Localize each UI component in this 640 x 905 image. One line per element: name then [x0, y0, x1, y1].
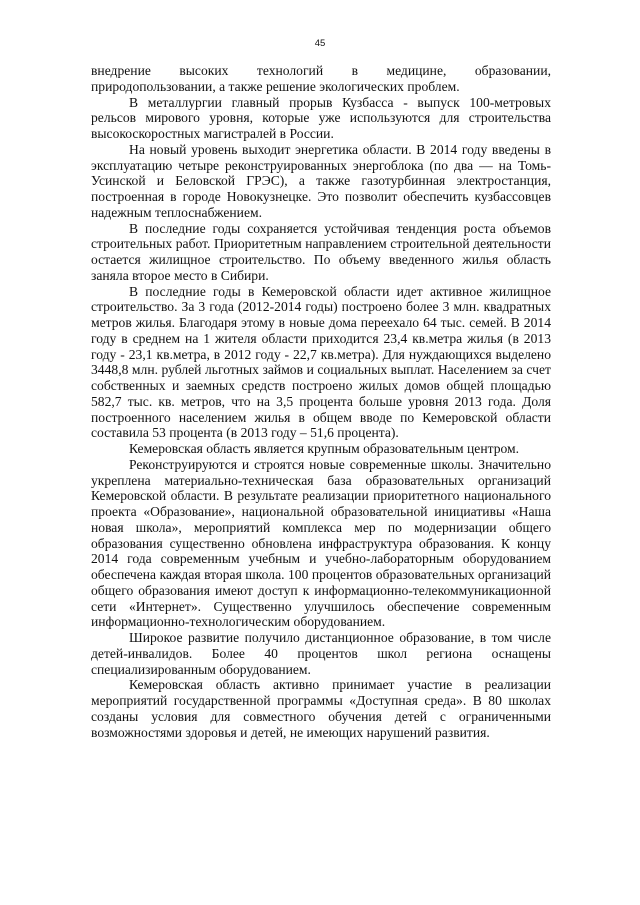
document-body — [91, 63, 551, 740]
page-number: 45 — [314, 38, 326, 49]
paragraph-accessible-environment: Кемеровская область активно принимает участие в реализации мероприятий государственной программы «Доступная среда». В 80 школах созданы условия для совместного обучения детей с ограниченными возможностями здоровья и детей, не имеющих нарушений развития. — [91, 677, 551, 740]
paragraph-energy: На новый уровень выходит энергетика области. В 2014 году введены в эксплуатацию четыре реконструированных энергоблока (по два — на Томь-Усинской и Беловской ГРЭС), а также газотурбинная электростанция, построенная в городе Новокузнецке. Это позволит обеспечить кузбассовцев надежным теплоснабжением. — [91, 141, 551, 220]
paragraph-housing: В последние годы в Кемеровской области идет активное жилищное строительство. За 3 года (2012-2014 годы) построено более 3 млн. квадратных метров жилья. Благодаря этому в новые дома переехало 64 тыс. семей. В 2014 году в среднем на 1 жителя области приходится 23,4 кв.метра жилья (в 2013 году - 23,1 кв.метра, в 2012 году - 22,7 кв.метра). Для нуждающихся выделено 3448,8 млн. рублей льготных займов и социальных выплат. Населением за счет собственных и заемных средств построено жилых домов общей площадью 582,7 тыс. кв. метров, что на 3,5 процента больше уровня 2013 года. Доля построенного населением жилья в общем вводе по Кемеровской области составила 53 процента (в 2013 году – 51,6 процента). — [91, 283, 551, 441]
paragraph-metallurgy: В металлургии главный прорыв Кузбасса - выпуск 100-метровых рельсов мирового уровня, которые уже используются для строительства высокоскоростных магистралей в России. — [91, 94, 551, 141]
paragraph-distance-learning: Широкое развитие получило дистанционное образование, в том числе детей-инвалидов. Более 40 процентов школ региона оснащены специализированным оборудованием. — [91, 630, 551, 677]
paragraph-continuation: внедрение высоких технологий в медицине, образовании, природопользовании, а также решение экологических проблем. — [91, 63, 551, 94]
paragraph-construction: В последние годы сохраняется устойчивая тенденция роста объемов строительных работ. Приоритетным направлением строительной деятельности остается жилищное строительство. По объему введенного жилья область заняла второе место в Сибири. — [91, 220, 551, 283]
paragraph-education-center: Кемеровская область является крупным образовательным центром. — [129, 441, 520, 456]
paragraph-schools: Реконструируются и строятся новые современные школы. Значительно укреплена материально-техническая база образовательных организаций Кемеровской области. В результате реализации приоритетного национального проекта «Образование», национальной образовательной инициативы «Наша новая школа», мероприятий комплекса мер по модернизации общего образования существенно обновлена инфраструктура образования. К концу 2014 года современным учебным и учебно-лабораторным оборудованием обеспечена каждая вторая школа. 100 процентов образовательных организаций общего образования имеют доступ к информационно-телекоммуникационной сети «Интернет». Существенно улучшилось обеспечение современным информационно-технологическим оборудованием. — [91, 456, 551, 630]
